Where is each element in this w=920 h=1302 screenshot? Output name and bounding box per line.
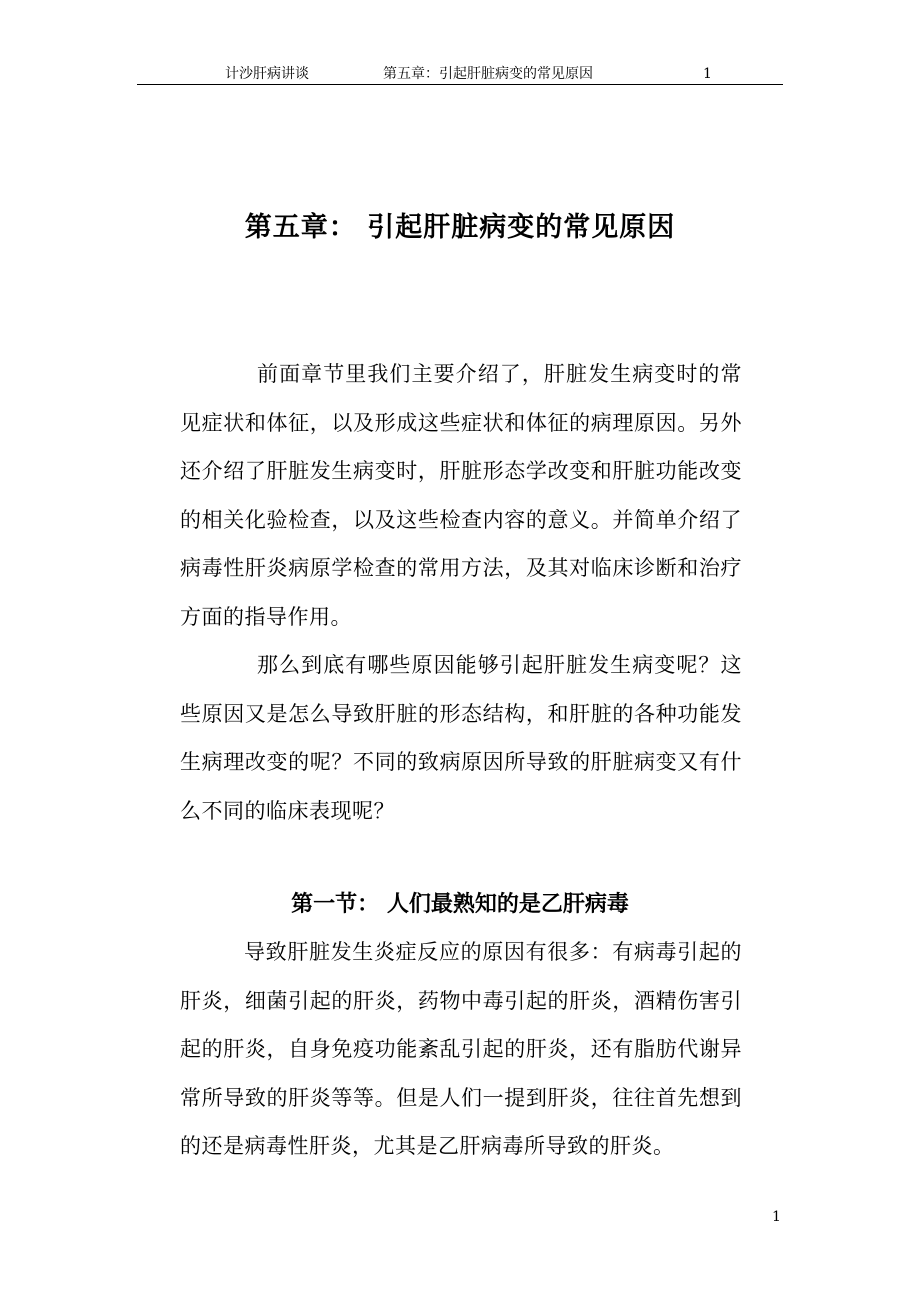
header-chapter-title: 第五章：引起肝脏病变的常见原因 bbox=[383, 66, 593, 82]
body-paragraph-questions: 那么到底有哪些原因能够引起肝脏发生病变呢？这些原因又是怎么导致肝脏的形态结构，和肝脏的各种功能发生病理改变的呢？不同的致病原因所导致的肝脏病变又有什么不同的临床表现呢？ bbox=[180, 653, 742, 823]
header-book-title: 计沙肝病讲谈 bbox=[225, 66, 309, 82]
header-page-number: 1 bbox=[703, 66, 712, 82]
running-header bbox=[137, 64, 783, 85]
chapter-title: 第五章： 引起肝脏病变的常见原因 bbox=[244, 212, 676, 243]
section-paragraph: 导致肝脏发生炎症反应的原因有很多：有病毒引起的肝炎，细菌引起的肝炎，药物中毒引起的肝炎，酒精伤害引起的肝炎，自身免疫功能紊乱引起的肝炎，还有脂肪代谢异常所导致的肝炎等等。但是人们一提到肝炎，往往首先想到的还是病毒性肝炎，尤其是乙肝病毒所导致的肝炎。 bbox=[180, 940, 742, 1158]
section-title: 第一节： 人们最熟知的是乙肝病毒 bbox=[291, 892, 629, 917]
body-paragraph-intro: 前面章节里我们主要介绍了，肝脏发生病变时的常见症状和体征，以及形成这些症状和体征的病理原因。另外还介绍了肝脏发生病变时，肝脏形态学改变和肝脏功能改变的相关化验检查，以及这些检查内容的意义。并简单介绍了病毒性肝炎病原学检查的常用方法，及其对临床诊断和治疗方面的指导作用。 bbox=[180, 362, 742, 629]
footer-page-number: 1 bbox=[772, 1209, 781, 1225]
